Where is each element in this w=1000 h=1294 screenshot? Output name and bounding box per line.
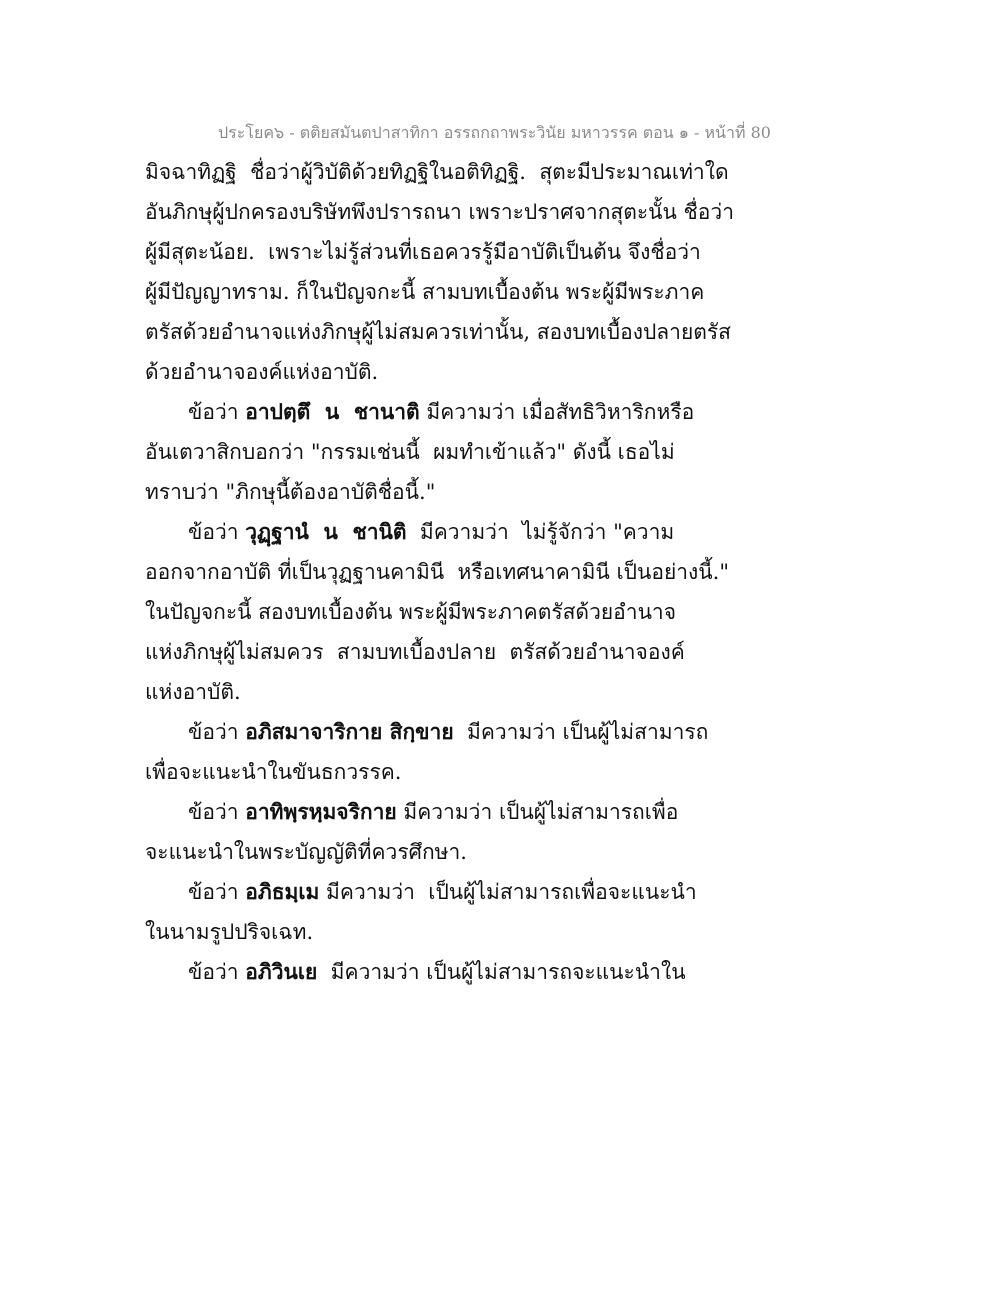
paragraph-first-line (145, 872, 785, 912)
term-prefix: ข้อว่า (188, 960, 246, 984)
body-line: อันเตวาสิกบอกว่า "กรรมเช่นนี้ ผมทำเข้าแล้ว" ดังนี้ เธอไม่ (145, 440, 675, 464)
body-line: ในปัญจกะนี้ สองบทเบื้องต้น พระผู้มีพระภาคตรัสด้วยอำนาจ (145, 600, 677, 624)
pali-term: อภิธมฺเม (245, 879, 320, 904)
paragraph-first-line (145, 392, 785, 432)
paragraph-1 (145, 152, 785, 392)
pali-term: อภิสมาจาริกาย สิกฺขาย (245, 719, 454, 744)
term-prefix: ข้อว่า (188, 400, 246, 424)
term-explanation: มีความว่า ไม่รู้จักว่า "ความ (406, 520, 675, 544)
paragraph-4 (145, 712, 785, 792)
body-line: แห่งภิกษุผู้ไม่สมควร สามบทเบื้องปลาย ตรัสด้วยอำนาจองค์ (145, 640, 685, 664)
term-prefix: ข้อว่า (188, 800, 246, 824)
body-line: ตรัสด้วยอำนาจแห่งภิกษุผู้ไม่สมควรเท่านั้น, สองบทเบื้องปลายตรัส (145, 320, 731, 344)
paragraph-first-line (145, 952, 785, 992)
body-line: ในนามรูปปริจเฉท. (145, 920, 314, 944)
term-prefix: ข้อว่า (188, 720, 246, 744)
paragraph-2 (145, 392, 785, 512)
body-line: เพื่อจะแนะนำในขันธกวรรค. (145, 760, 402, 784)
pali-term: อภิวินเย (245, 959, 318, 984)
term-explanation: มีความว่า เป็นผู้ไม่สามารถจะแนะนำใน (317, 960, 686, 984)
term-prefix: ข้อว่า (188, 520, 246, 544)
body-line: ออกจากอาบัติ ที่เป็นวุฏฐานคามินี หรือเทศนาคามินี เป็นอย่างนี้." (145, 560, 729, 584)
body-line: จะแนะนำในพระบัญญัติที่ควรศึกษา. (145, 840, 467, 864)
body-line: ผู้มีสุตะน้อย. เพราะไม่รู้ส่วนที่เธอควรรู้มีอาบัติเป็นต้น จึงชื่อว่า (145, 240, 701, 264)
running-head: ประโยค๖ - ตติยสมันตปาสาทิกา อรรถกถาพระวินัย มหาวรรค ตอน ๑ - หน้าที่ 80 (218, 123, 771, 142)
paragraph-3 (145, 512, 785, 712)
term-explanation: มีความว่า เมื่อสัทธิวิหาริกหรือ (419, 400, 695, 424)
paragraph-5 (145, 792, 785, 872)
body-line: แห่งอาบัติ. (145, 680, 241, 704)
term-explanation: มีความว่า เป็นผู้ไม่สามารถ (453, 720, 709, 744)
paragraph-6 (145, 872, 785, 952)
body-line: อันภิกษุผู้ปกครองบริษัทพึงปรารถนา เพราะปราศจากสุตะนั้น ชื่อว่า (145, 200, 735, 224)
pali-term: อาทิพฺรหฺมจริกาย (245, 799, 397, 824)
body-line: มิจฉาทิฏฐิ ชื่อว่าผู้วิบัติด้วยทิฏฐิในอติทิฏฐิ. สุตะมีประมาณเท่าใด (145, 160, 729, 184)
body-line: ผู้มีปัญญาทราม. ก็ในปัญจกะนี้ สามบทเบื้องต้น พระผู้มีพระภาค (145, 280, 705, 304)
body-line: ทราบว่า "ภิกษุนี้ต้องอาบัติชื่อนี้." (145, 480, 436, 504)
term-explanation: มีความว่า เป็นผู้ไม่สามารถเพื่อจะแนะนำ (319, 880, 697, 904)
term-prefix: ข้อว่า (188, 880, 246, 904)
body-text (145, 152, 785, 992)
pali-term: อาปตฺตึ น ชานาติ (245, 399, 420, 424)
body-line: ด้วยอำนาจองค์แห่งอาบัติ. (145, 360, 379, 384)
paragraph-first-line (145, 712, 785, 752)
term-explanation: มีความว่า เป็นผู้ไม่สามารถเพื่อ (396, 800, 679, 824)
pali-term: วุฏฺฐานํ น ชานิติ (245, 519, 407, 544)
paragraph-first-line (145, 792, 785, 832)
paragraph-first-line (145, 512, 785, 552)
paragraph-7 (145, 952, 785, 992)
